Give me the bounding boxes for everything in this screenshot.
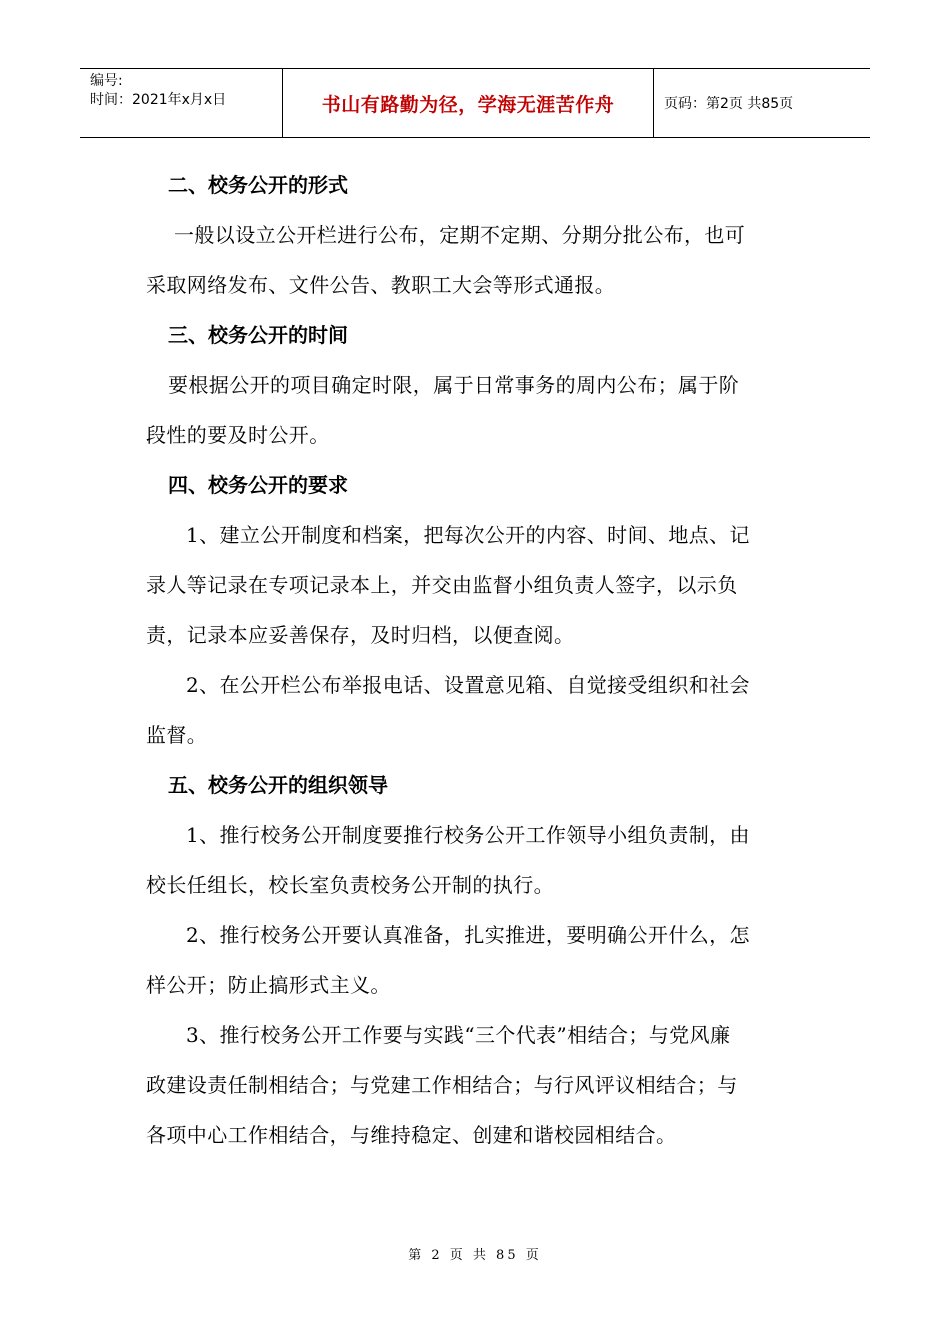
- paragraph-requirement-2: [146, 660, 810, 760]
- paragraph-line: 要根据公开的项目确定时限，属于日常事务的周内公布；属于阶: [168, 373, 740, 397]
- paragraph-line: 1、建立公开制度和档案，把每次公开的内容、时间、地点、记: [186, 523, 750, 547]
- paragraph-line: 责，记录本应妥善保存，及时归档，以便查阅。: [146, 623, 575, 647]
- paragraph-line: 录人等记录在专项记录本上，并交由监督小组负责人签字，以示负: [146, 573, 738, 597]
- document-number-label: 编号:: [90, 73, 123, 89]
- header-page-cell: [654, 69, 870, 137]
- paragraph-line: 3、推行校务公开工作要与实践“三个代表”相结合；与党风廉: [186, 1023, 731, 1047]
- paragraph-line: 校长任组长，校长室负责校务公开制的执行。: [146, 873, 554, 897]
- header-motto: 书山有路勤为径，学海无涯苦作舟: [321, 93, 615, 116]
- document-header: [80, 68, 870, 138]
- paragraph-line: 采取网络发布、文件公告、教职工大会等形式通报。: [146, 273, 616, 297]
- paragraph-line: 1、推行校务公开制度要推行校务公开工作领导小组负责制，由: [186, 823, 750, 847]
- section-heading-form: 二、校务公开的形式: [168, 173, 348, 197]
- section-heading-requirements: 四、校务公开的要求: [168, 473, 348, 497]
- paragraph-leadership-2: [146, 910, 810, 1010]
- section-heading-time: 三、校务公开的时间: [168, 323, 348, 347]
- paragraph-line: 2、推行校务公开要认真准备，扎实推进，要明确公开什么，怎: [186, 923, 750, 947]
- paragraph-line: 政建设责任制相结合；与党建工作相结合；与行风评议相结合；与: [146, 1073, 738, 1097]
- header-page-info: 页码：第2页 共85页: [664, 96, 794, 112]
- paragraph-line: 一般以设立公开栏进行公布，定期不定期、分期分批公布，也可: [174, 223, 746, 247]
- paragraph-line: 监督。: [146, 723, 208, 747]
- paragraph-leadership-1: [146, 810, 810, 910]
- header-motto-cell: [283, 69, 654, 137]
- paragraph-time: [146, 360, 810, 460]
- page-footer: 第 2 页 共 85 页: [408, 1248, 542, 1263]
- paragraph-line: 段性的要及时公开。: [146, 423, 330, 447]
- header-meta-cell: [80, 69, 283, 137]
- paragraph-line: 2、在公开栏公布举报电话、设置意见箱、自觉接受组织和社会: [186, 673, 750, 697]
- section-heading-leadership: 五、校务公开的组织领导: [168, 773, 388, 797]
- document-date-label: 时间：2021年x月x日: [90, 92, 227, 108]
- paragraph-requirement-1: [146, 510, 810, 660]
- document-body: [146, 160, 810, 1160]
- paragraph-line: 样公开；防止搞形式主义。: [146, 973, 391, 997]
- paragraph-leadership-3: [146, 1010, 810, 1160]
- paragraph-line: 各项中心工作相结合，与维持稳定、创建和谐校园相结合。: [146, 1123, 677, 1147]
- paragraph-form: [146, 210, 810, 310]
